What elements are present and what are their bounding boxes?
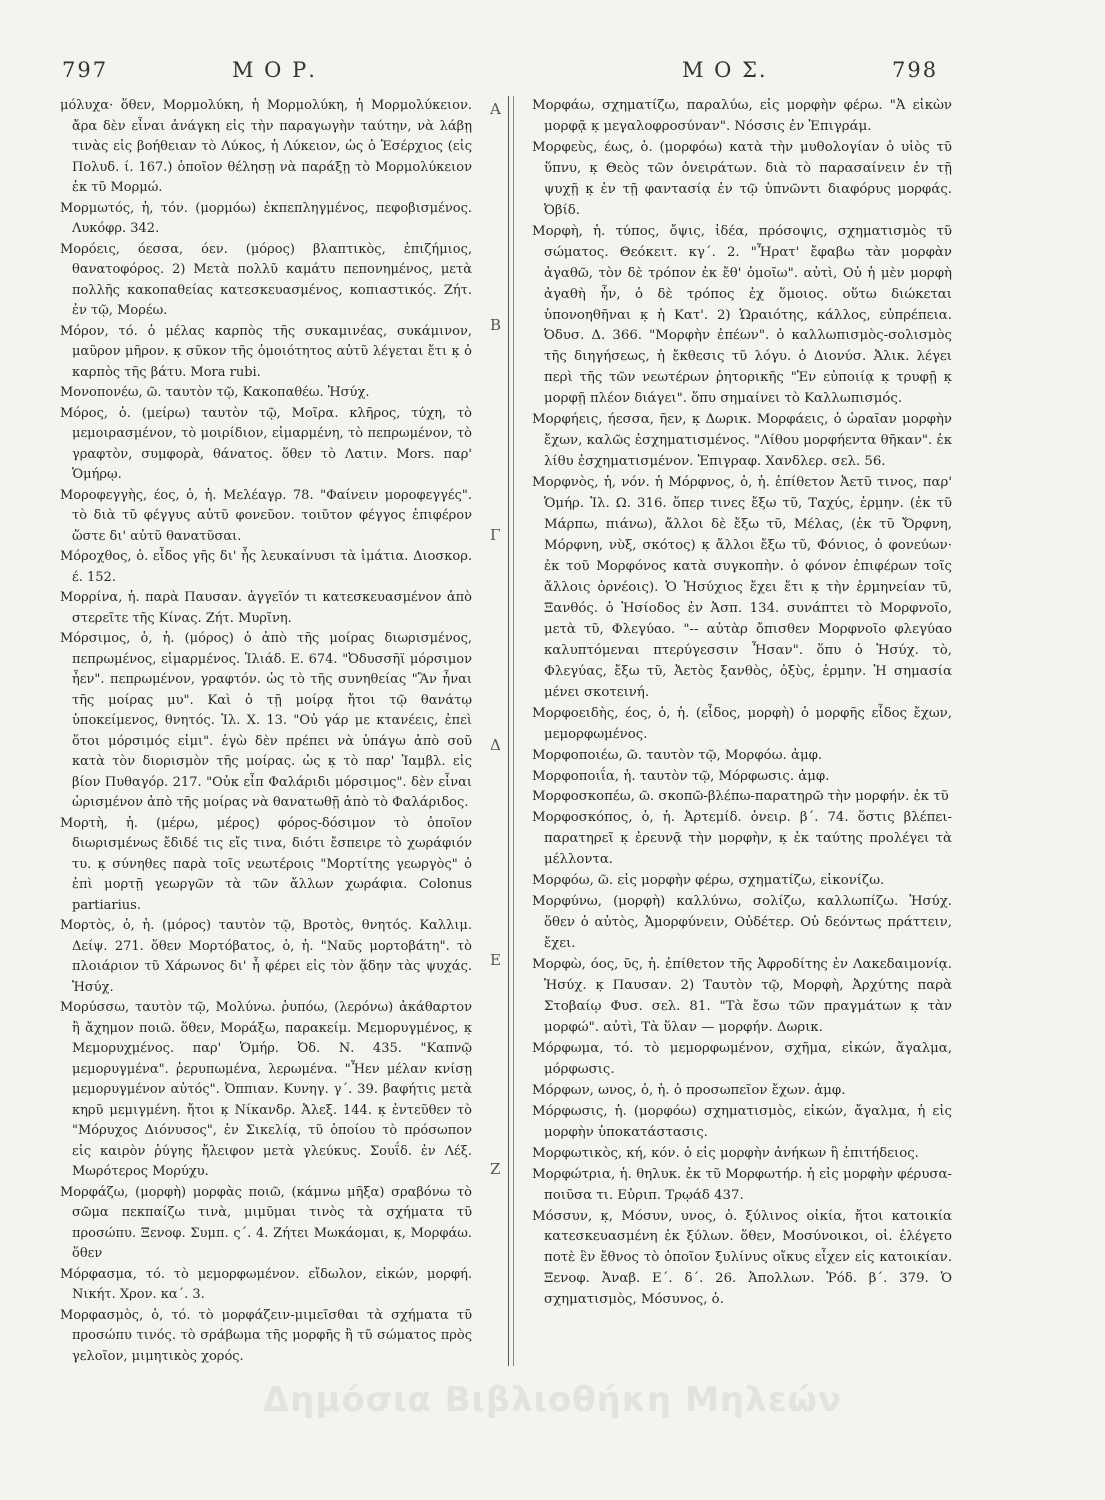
dictionary-entry: Μόρφωσις, ἡ. (μορφόω) σχηματισμὸς, εἰκών, ἄγαλμα, ἡ εἰς μορφὴν ὑποκατάστασις.	[532, 1103, 952, 1140]
dictionary-entry: Μόρος, ὁ. (μείρω) ταυτὸν τῷ, Μοῖρα. κλῆρος, τύχη, τὸ μεμοιρασμένον, τὸ μοιρίδιον, εἱμαρμένη, τὸ πεπρωμένον, τὸ γραφτὸν, συμφορὰ, θάνατος. ὅθεν τὸ Λατιν. Mors. παρ' Ὁμήρῳ.	[60, 405, 472, 482]
right-column	[532, 96, 952, 1311]
dictionary-entry: Μορφωτικὸς, κή, κόν. ὁ εἰς μορφὴν ἀνήκων ἢ ἐπιτήδειος.	[532, 1145, 919, 1161]
dictionary-entry: Μόρφωμα, τό. τὸ μεμορφωμένον, σχῆμα, εἰκών, ἄγαλμα, μόρφωσις.	[532, 1040, 952, 1077]
dictionary-entry: Μορτὸς, ὁ, ἡ. (μόρος) ταυτὸν τῷ, Βροτὸς, θνητός. Καλλιμ. Δείψ. 271. ὅθεν Μορτόβατος, ὁ, ἡ. "Ναῦς μορτοβάτη". τὸ πλοιάριον τῦ Χάρωνος δι' ἧ φέρει εἰς τὸν ᾅδην τὰς ψυχάς. Ἡσύχ.	[60, 918, 472, 995]
library-watermark: Δημόσια Βιβλιοθήκη Μηλεών	[262, 1380, 843, 1420]
dictionary-entry: Μορφάζω, (μορφὴ) μορφὰς ποιῶ, (κάμνω μῆξα) σραβόνω τὸ σῶμα πεκπαίζω τινὰ, μιμῦμαι τινὸς τὰ σχήματα τῦ προσώπυ. Ξενοφ. Συμπ. ς΄. 4. Ζήτει Μωκάομαι, κ̣, Μορφάω. ὅθεν	[60, 1184, 472, 1261]
dictionary-entry: Μορφοειδὴς, έος, ὁ, ἡ. (εἶδος, μορφὴ) ὁ μορφῆς εἶδος ἔχων, μεμορφωμένος.	[532, 705, 952, 742]
margin-letter: Ε	[490, 951, 501, 969]
dictionary-entry: Μορφοποιΐα, ἡ. ταυτὸν τῷ, Μόρφωσις. ἀμφ.	[532, 768, 830, 784]
dictionary-entry: Μορόεις, όεσσα, όεν. (μόρος) βλαπτικὸς, ἐπιζήμιος, θανατοφόρος. 2) Μετὰ πολλῦ καμάτυ πεπονημένος, μετὰ πολλῆς κακοπαθείας κατεσκευασμένος, κοπιαστικός. Ζήτ. ἐν τῷ, Μορέω.	[60, 241, 472, 318]
margin-letter: Β	[490, 316, 502, 334]
dictionary-entry: Μορφύνω, (μορφὴ) καλλύνω, σολίζω, καλλωπίζω. Ἡσύχ. ὅθεν ὁ αὐτὸς, Ἀμορφύνειν, Οὐδέτερ. Οὐ δεόντως πράττειν, ἔχει.	[532, 894, 952, 952]
dictionary-entry: Μορύσσω, ταυτὸν τῷ, Μολύνω. ῥυπόω, (λερόνω) ἀκάθαρτον ἢ ἄχημον ποιῶ. ὅθεν, Μοράξω, παρακείμ. Μεμορυγμένος, κ̣ Μεμορυχμένος. παρ' Ὁμήρ. Ὀδ. Ν. 435. "Καπνῷ μεμορυγμένα". ῥερυπωμένα, λερωμένα. "Ἦεν μέλαν κνίσῃ μεμορυγμένον αὐτός". Ὀππιαν. Κυνηγ. γ΄. 39. βαφήτις μετὰ κηρῦ μεμιγμένη. ἤτοι κ̣ Νίκανδρ. Ἀλεξ. 144. κ̣ ἐντεῦθεν τὸ "Μόρυχος Διόνυσος", ἐν Σικελίᾳ, τῦ ὁποίου τὸ πρόσωπον εἰς καιρὸν ῥύγης ἤλειφον μετὰ γλεύκυς. Σουΐδ. ἐν Λέξ. Μωρότερος Μορύχυ.	[60, 1000, 472, 1179]
dictionary-entry: Μορφὴ, ἡ. τύπος, ὄψις, ἰδέα, πρόσοψις, σχηματισμὸς τῦ σώματος. Θεόκειτ. κγ΄. 2. "Ἦρατ' ἔφαβω τὰν μορφὰν ἀγαθῶ, τὸν δὲ τρόπον ἐκ ἔθ' ὁμοῖω". αὐτὶ, Οὐ ἡ μὲν μορφὴ ἀγαθὴ ἦν, ὁ δὲ τρόπος ἐχ ὅμοιος. οὕτω διώκεται ὑπονοηθῆναι κ̣ ἡ Κατ'. 2) Ὡραιότης, κάλλος, εὐπρέπεια. Ὀδυσ. Δ. 366. "Μορφὴν ἐπέων". ὁ καλλωπισμὸς-σολισμὸς τῆς διηγήσεως, ἡ ἔκθεσις τῦ λόγυ. ὁ Διονύσ. Ἀλικ. λέγει περὶ τῆς τῶν νεωτέρων ῥητορικῆς "Ἐν εὐποιίᾳ κ̣ τρυφῇ κ̣ μορφῇ πλέον διάγει". ὅπυ σημαίνει τὸ Καλλωπισμός.	[532, 223, 952, 407]
dictionary-entry: Μόρφων, ωνος, ὁ, ἡ. ὁ προσωπεῖον ἔχων. ἀμφ.	[532, 1082, 846, 1098]
dictionary-entry: Μορμωτός, ἡ, τόν. (μορμόω) ἐκπεπληγμένος, πεφοβισμένος. Λυκόφρ. 342.	[60, 200, 472, 236]
dictionary-entry: Μόρφασμα, τό. τὸ μεμορφωμένον. εἴδωλον, εἰκών, μορφή. Νικήτ. Χρον. κα΄. 3.	[60, 1266, 472, 1302]
dictionary-entry: Μορφάω, σχηματίζω, παραλύω, εἰς μορφὴν φέρω. "Ἀ εἰκὼν μορφᾷ κ̣ μεγαλοφροσύναν". Νόσσις ἐν Ἐπιγράμ.	[532, 98, 952, 134]
dictionary-entry: Μορφοσκοπέω, ῶ. σκοπῶ-βλέπω-παρατηρῶ τὴν μορφήν. ἐκ τῦ	[532, 789, 949, 805]
margin-letter: Δ	[490, 736, 501, 754]
dictionary-entry: Μορφεὺς, έως, ὁ. (μορφόω) κατὰ τὴν μυθολογίαν ὁ υἱὸς τῦ ὕπνυ, κ̣ Θεὸς τῶν ὀνειράτων. διὰ τὸ παρασαίνειν ἐν τῇ ψυχῇ κ̣ ἐν τῇ φαντασίᾳ ἐν τῷ ὑπνῶντι διαφόρυς μορφάς. Ὀβίδ.	[532, 139, 952, 218]
column-divider	[513, 96, 514, 1366]
right-page-number: 798	[892, 58, 939, 82]
dictionary-entry: Μορρίνα, ἡ. παρὰ Παυσαν. ἀγγεῖόν τι κατεσκευασμένον ἀπὸ στερεῖτε τῆς Κίνας. Ζήτ. Μυρῖνη.	[60, 590, 472, 626]
dictionary-entry: Μόρον, τό. ὁ μέλας καρπὸς τῆς συκαμινέας, συκάμινον, μαῦρον μῆρον. κ̣ σῦκον τῆς ὁμοιότητος αὐτῦ λέγεται ἔτι κ̣ ὁ καρπὸς τῆς βάτυ. Mora rubi.	[60, 323, 472, 380]
dictionary-entry: μόλυχα· ὅθεν, Μορμολύκη, ἡ Μορμολύκη, ἡ Μορμολύκειον. ἄρα δὲν εἶναι ἀνάγκη εἰς τὴν παραγωγὴν ταύτην, νὰ λάβῃ τινὰς εἰς βοήθειαν τὸ Λύκος, ἡ Λύκειον, ὡς ὁ Ἑσέρχιος (εἰς Πολυδ. ί. 167.) ὁποῖον θέλησῃ νὰ παράξῃ τὸ Μορμολύκειον ἐκ τῦ Μορμώ.	[60, 98, 472, 195]
dictionary-entry: Μόρσιμος, ὁ, ἡ. (μόρος) ὁ ἀπὸ τῆς μοίρας διωρισμένος, πεπρωμένος, εἱμαρμένος. Ἰλιάδ. Ε. 674. "Ὀδυσσῆϊ μόρσιμον ἦεν". πεπρωμένον, γραφτόν. ὡς τὸ τῆς συνηθείας "Ἂν ἦναι τῆς μοίρας μυ". Καὶ ὁ τῇ μοίρᾳ ἤτοι τῷ θανάτῳ ὑποκείμενος, θνητός. Ἰλ. Χ. 13. "Οὐ γάρ με κτανέεις, ἐπεὶ ὅτοι μόρσιμός εἰμι". ἐγὼ δὲν πρέπει νὰ ὑπάγω ἀπὸ σοῦ κατὰ τὸν διορισμὸν τῆς μοίρας. ὡς κ̣ τὸ παρ' Ἰαμβλ. εἰς βίον Πυθαγόρ. 217. "Οὐκ εἶπ Φαλάριδι μόρσιμος". δὲν εἶναι ὡρισμένον ἀπὸ τῆς μοίρας νὰ θανατωθῇ ἀπὸ τὸ Φαλάριδος.	[60, 631, 472, 810]
left-page-number: 797	[62, 58, 109, 82]
dictionary-entry: Μονοπονέω, ῶ. ταυτὸν τῷ, Κακοπαθέω. Ἡσύχ.	[60, 385, 370, 400]
left-column	[60, 96, 472, 1367]
dictionary-entry: Μορφήεις, ήεσσα, ῆεν, κ̣ Δωρικ. Μορφάεις, ὁ ὡραῖαν μορφὴν ἔχων, καλῶς ἐσχηματισμένος. "Λίθου μορφήεντα θῆκαν". ἐκ λίθυ ἐσχηματισμένον. Ἐπιγραφ. Χανδλερ. σελ. 56.	[532, 412, 952, 470]
dictionary-entry: Μορφὼ, όος, ῦς, ἡ. ἐπίθετον τῆς Ἀφροδίτης ἐν Λακεδαιμονίᾳ. Ἡσύχ. κ̣ Παυσαν. 2) Ταυτὸν τῷ, Μορφὴ, Ἀρχύτης παρὰ Στοβαίῳ Φυσ. σελ. 81. "Τὰ ἔσω τῶν πραγμάτων κ̣ τὰν μορφώ". αὐτὶ, Τὰ ὕλαν — μορφήν. Δωρικ.	[532, 957, 952, 1035]
section-margin-letters	[486, 96, 510, 1396]
margin-letter: Α	[490, 100, 501, 118]
dictionary-entry: Μόσσυν, κ̣, Μόσυν, υνος, ὁ. ξύλινος οἰκία, ἤτοι κατοικία κατεσκευασμένη ἐκ ξύλων. ὅθεν, Μοσύνοικοι, οἱ. ἐλέγετο ποτὲ ἓν ἔθνος τὸ ὁποῖον ξυλίνυς οἴκυς εἶχεν εἰς κατοικίαν. Ξενοφ. Ἀναβ. Ε΄. δ΄. 26. Ἀπολλων. Ῥόδ. β΄. 379. Ὁ σχηματισμὸς, Μόσυνος, ὁ.	[532, 1208, 952, 1308]
margin-letter: Ζ	[490, 1160, 501, 1178]
dictionary-entry: Μορφνὸς, ἡ, νόν. ἡ Μόρφνος, ὁ, ἡ. ἐπίθετον Ἀετῦ τινος, παρ' Ὁμήρ. Ἰλ. Ω. 316. ὅπερ τινες ἔξω τῦ, Ταχύς, ἑρμην. (ἐκ τῦ Μάρπω, πιάνω), ἄλλοι δὲ ἔξω τῦ, Μέλας, (ἐκ τῦ Ὄρφνη, Μόρφνη, νὺξ, σκότος) κ̣ ἄλλοι ἔξω τῦ, Φόνιος, ὁ φονεύων· ἐκ τοῦ Μορφόνος κατὰ συγκοπὴν. ὁ φόνον ἐπιφέρων τοῖς ἄλλοις ὀρνέοις). Ὁ Ἡσύχιος ἔχει ἔτι κ̣ τὴν ἑρμηνείαν τῦ, Ξανθός. ὁ Ἡσίοδος ἐν Ἀσπ. 134. συνάπτει τὸ Μορφνοῖο, μετὰ τῦ, Φλεγύαο. "-- αὐτὰρ ὄπισθεν Μορφνοῖο φλεγύαο καλυπτόμεναι πτερύγεσσιν Ἦσαν". ὅπυ ὁ Ἡσύχ. τὸ, Φλεγύας, ἔξω τῦ, Ἀετὸς ξανθὸς, ὀξὺς, ἑρμην. Ἡ σημασία μένει σκοτεινή.	[532, 475, 952, 700]
dictionary-entry: Μορφόω, ῶ. εἰς μορφὴν φέρω, σχηματίζω, εἰκονίζω.	[532, 873, 885, 889]
right-running-head: Μ Ο Σ.	[682, 58, 768, 82]
margin-letter: Γ	[490, 526, 501, 544]
left-running-head: Μ Ο Ρ.	[232, 58, 317, 82]
dictionary-entry: Μορφασμὸς, ὁ, τό. τὸ μορφάζειν-μιμεῖσθαι τὰ σχήματα τῦ προσώπυ τινός. τὸ σράβωμα τῆς μορφῆς ἢ τῦ σώματος πρὸς γελοῖον, μιμητικὸς χορός.	[60, 1307, 472, 1364]
dictionary-entry: Μόροχθος, ὁ. εἶδος γῆς δι' ἧς λευκαίνυσι τὰ ἱμάτια. Διοσκορ. έ. 152.	[60, 549, 472, 585]
dictionary-entry: Μοροφεγγὴς, έος, ὁ, ἡ. Μελέαγρ. 78. "Φαίνειν μοροφεγγές". τὸ διὰ τῦ φέγγυς αὐτῦ φονεῦον. τοιῦτον φέγγος ἐπιφέρον ὥστε δι' αὐτῦ θανατῦσαι.	[60, 487, 472, 544]
dictionary-entry: Μορφώτρια, ἡ. θηλυκ. ἐκ τῦ Μορφωτήρ. ἡ εἰς μορφὴν φέρυσα-ποιῦσα τι. Εὐριπ. Τρῳάδ 437.	[532, 1166, 952, 1203]
dictionary-entry: Μορφοσκόπος, ὁ, ἡ. Ἀρτεμίδ. ὀνειρ. β΄. 74. ὅστις βλέπει-παρατηρεῖ κ̣ ἐρευνᾷ τὴν μορφὴν, κ̣ ἐκ ταύτης προλέγει τὰ μέλλοντα.	[532, 810, 952, 868]
dictionary-entry: Μορφοποιέω, ῶ. ταυτὸν τῷ, Μορφόω. ἀμφ.	[532, 747, 823, 763]
dictionary-entry: Μορτὴ, ἡ. (μέρω, μέρος) φόρος-δόσιμον τὸ ὁποῖον διωρισμένως ἔδιδέ τις εἴς τινα, διότι ἔσπειρε τὸ χωράφιόν τυ. κ̣ σύνηθες παρὰ τοῖς νεωτέροις "Μορτίτης γεωργὸς" ὁ ἐπὶ μορτῇ γεωργῶν τὰ τῶν ἄλλων χωράφια. Colonus partiarius.	[60, 815, 472, 913]
